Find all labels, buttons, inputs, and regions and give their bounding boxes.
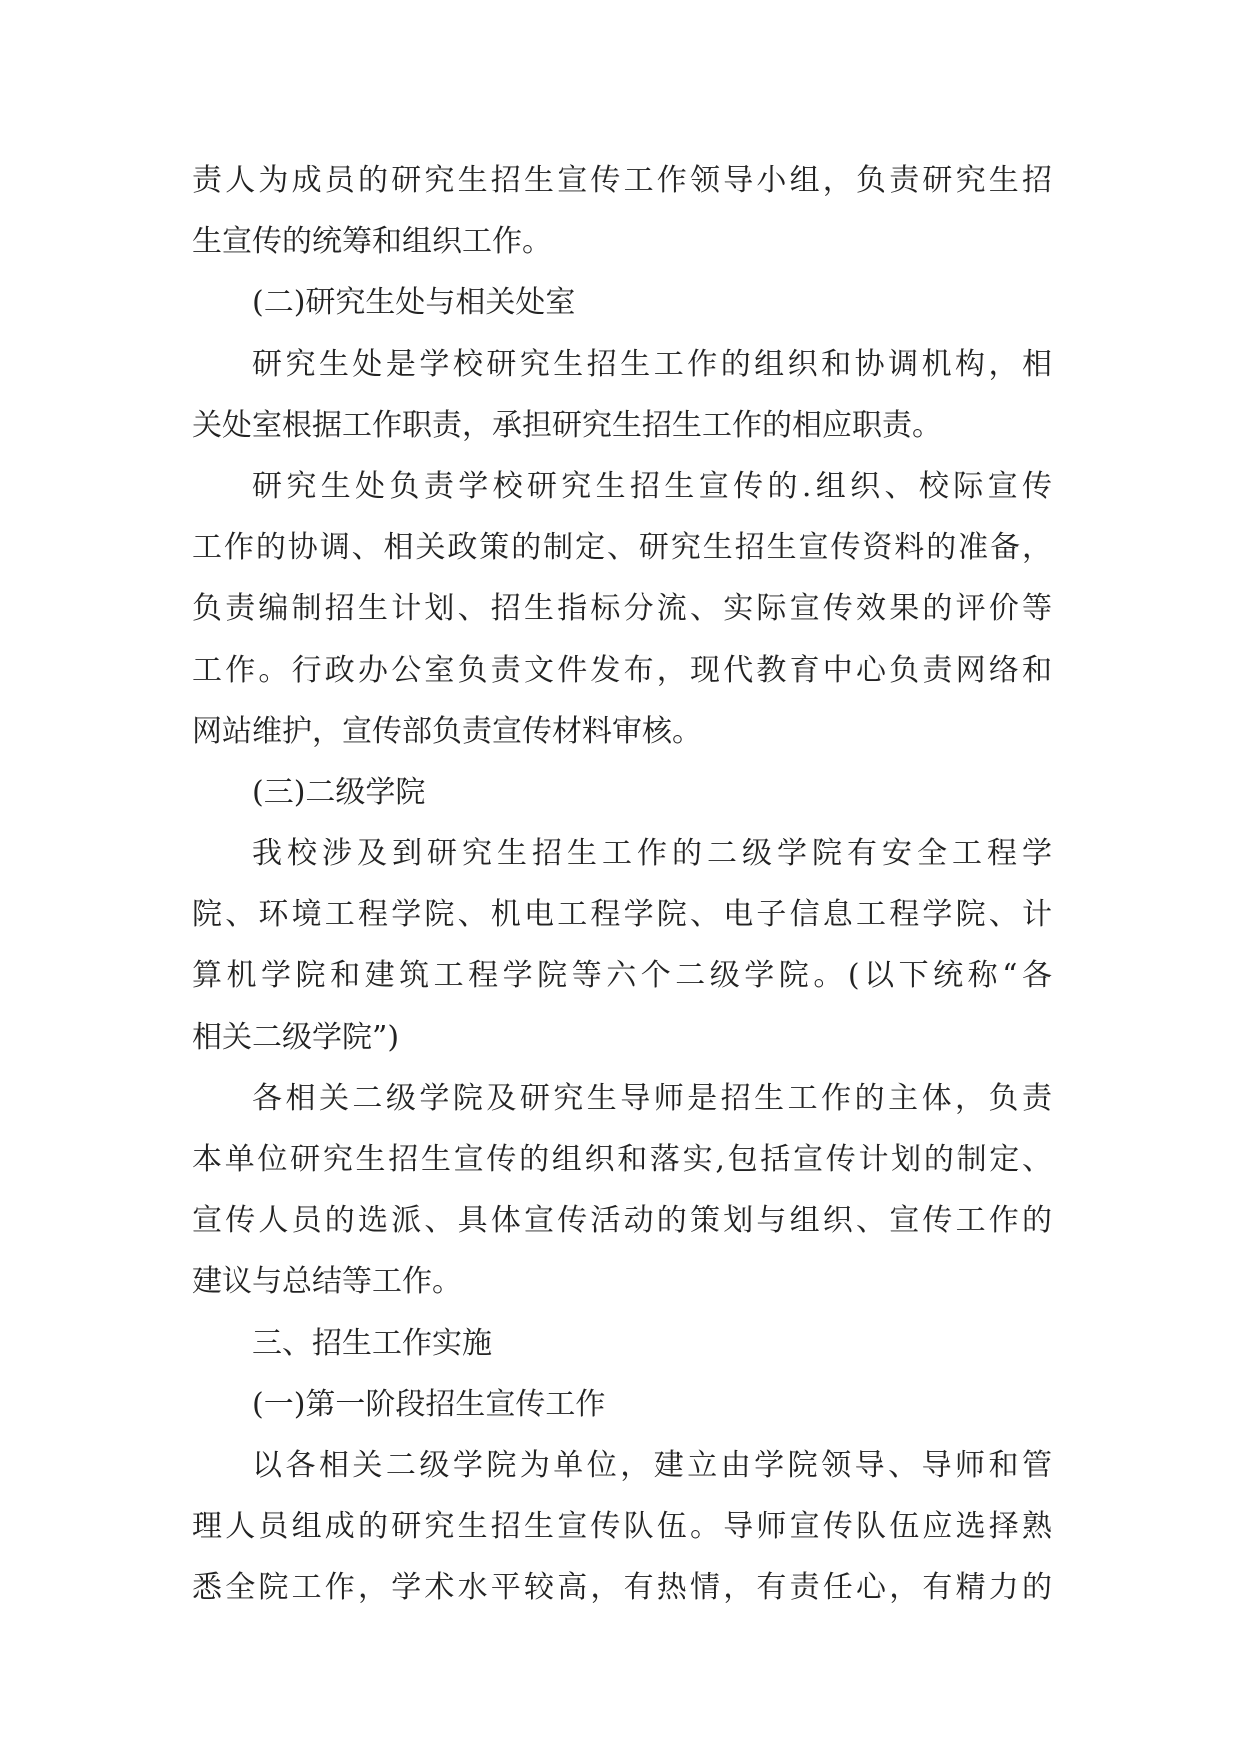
text-line: 理人员组成的研究生招生宣传队伍。导师宣传队伍应选择熟 (192, 1509, 1052, 1545)
text-line: 我校涉及到研究生招生工作的二级学院有安全工程学 (252, 836, 1052, 872)
text-line: 各相关二级学院及研究生导师是招生工作的主体，负责 (252, 1080, 1052, 1116)
text-line: 本单位研究生招生宣传的组织和落实,包括宣传计划的制定、 (192, 1142, 1052, 1177)
text-line: 悉全院工作，学术水平较高，有热情，有责任心，有精力的 (192, 1570, 1052, 1606)
text-line: (一)第一阶段招生宣传工作 (252, 1386, 606, 1422)
text-line: 工作的协调、相关政策的制定、研究生招生宣传资料的准备， (192, 530, 1052, 566)
text-line: 工作。行政办公室负责文件发布，现代教育中心负责网络和 (192, 652, 1052, 688)
text-line: 宣传人员的选派、具体宣传活动的策划与组织、宣传工作的 (192, 1203, 1052, 1239)
text-line: 负责编制招生计划、招生指标分流、实际宣传效果的评价等 (192, 591, 1052, 627)
text-line: 相关二级学院”) (192, 1019, 400, 1055)
text-line: 研究生处负责学校研究生招生宣传的.组织、校际宣传 (252, 468, 1052, 504)
text-line: 建议与总结等工作。 (192, 1264, 462, 1300)
text-line: (二)研究生处与相关处室 (252, 285, 576, 321)
text-line: 算机学院和建筑工程学院等六个二级学院。(以下统称“各 (192, 958, 1052, 994)
text-line: 以各相关二级学院为单位，建立由学院领导、导师和管 (252, 1447, 1052, 1483)
text-line: (三)二级学院 (252, 774, 426, 810)
text-line: 生宣传的统筹和组织工作。 (192, 224, 552, 260)
text-line: 院、环境工程学院、机电工程学院、电子信息工程学院、计 (192, 897, 1052, 933)
text-line: 三、招生工作实施 (252, 1325, 492, 1361)
text-line: 网站维护，宣传部负责宣传材料审核。 (192, 713, 702, 749)
text-line: 关处室根据工作职责，承担研究生招生工作的相应职责。 (192, 407, 942, 443)
text-line: 研究生处是学校研究生招生工作的组织和协调机构，相 (252, 346, 1052, 382)
document-body (192, 150, 1052, 1619)
text-line: 责人为成员的研究生招生宣传工作领导小组，负责研究生招 (192, 163, 1052, 198)
